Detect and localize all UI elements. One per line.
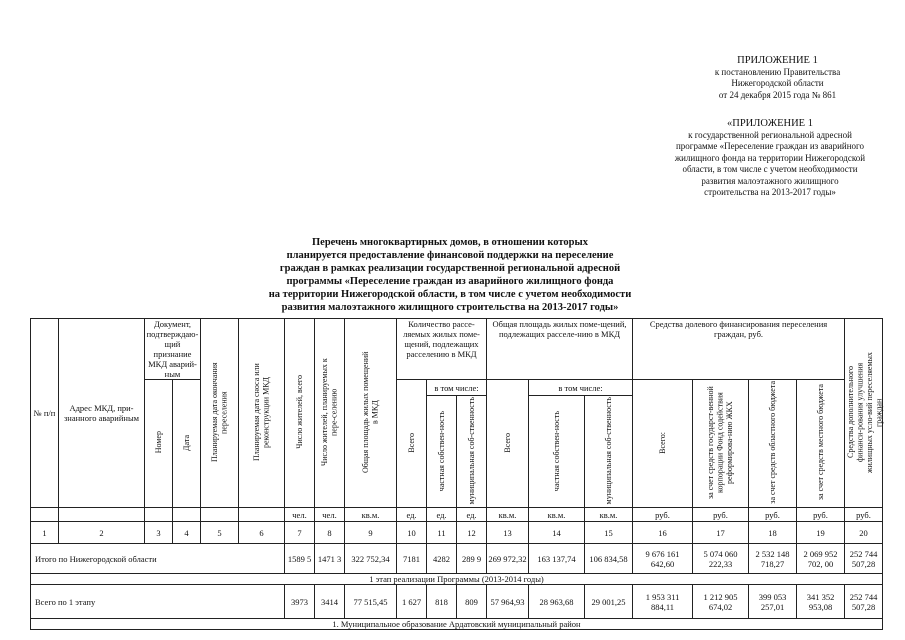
hdr-fund-extra: Средства дополнительного финанси-рования улучшения жилищных усло-вий переселяемых граждан: [845, 319, 883, 508]
stage-c12: 809: [457, 585, 487, 619]
municipality-header: 1. Муниципальное образование Ардатовский муниципальный район: [31, 619, 883, 630]
total-c15: 106 834,58: [585, 544, 633, 574]
total-c9: 322 752,34: [345, 544, 397, 574]
hdr-document: Документ, подтверждаю-щий признание МКД аварий-ным: [145, 319, 201, 380]
approval-line-1: ПРИЛОЖЕНИЕ 1: [737, 55, 818, 66]
total-c13: 269 972,32: [487, 544, 529, 574]
colnum-cell: 14: [529, 522, 585, 544]
total-c12: 289 9: [457, 544, 487, 574]
hdr-rooms-incl: в том числе:: [427, 380, 487, 396]
colnum-cell: 9: [345, 522, 397, 544]
colnum-cell: 12: [457, 522, 487, 544]
hdr-resettle-date: Планируемая дата окончания переселения: [201, 319, 239, 508]
houses-table: [30, 318, 883, 630]
approval-line-2: к постановлению Правительства: [714, 66, 841, 77]
unit-cell: ед.: [397, 508, 427, 522]
colnum-cell: 6: [239, 522, 285, 544]
hdr-doc-date: Дата: [173, 380, 201, 508]
title-line-2: планируется предоставление финансовой поддержки на переселение: [286, 250, 614, 261]
stage-c9: 77 515,45: [345, 585, 397, 619]
colnum-cell: 11: [427, 522, 457, 544]
hdr-fund-local: за счет средств местного бюджета: [797, 380, 845, 508]
approval-line-4: от 24 декабря 2015 года № 861: [718, 89, 837, 100]
stage-c19: 341 352 953,08: [797, 585, 845, 619]
hdr-rooms-private: частная собствен-ность: [427, 396, 457, 508]
total-c18: 2 532 148 718,27: [749, 544, 797, 574]
total-c7: 1589 5: [285, 544, 315, 574]
hdr-rooms-all: Всего: [397, 380, 427, 508]
hdr-fund-corp: за счет средств государст-венной корпорации Фонд содействия реформирова-нию ЖКХ: [693, 380, 749, 508]
unit-cell: руб.: [797, 508, 845, 522]
stage-c11: 818: [427, 585, 457, 619]
colnum-cell: 1: [31, 522, 59, 544]
annex-block: [655, 118, 885, 199]
hdr-fund-regional: за счет средств областного бюджета: [749, 380, 797, 508]
total-c17: 5 074 060 222,33: [693, 544, 749, 574]
colnum-cell: 18: [749, 522, 797, 544]
hdr-residents-planned: Число жителей, планируемых к пере-селению: [315, 319, 345, 508]
approval-block: [695, 55, 860, 101]
unit-cell: руб.: [693, 508, 749, 522]
stage-row: [31, 585, 883, 619]
title-line-5: на территории Нижегородской области, в том числе с учетом необходимости: [268, 289, 632, 300]
colnum-cell: 17: [693, 522, 749, 544]
colnum-cell: 13: [487, 522, 529, 544]
stage-c7: 3973: [285, 585, 315, 619]
stage-c15: 29 001,25: [585, 585, 633, 619]
unit-cell: чел.: [315, 508, 345, 522]
annex-line-5: области, в том числе с учетом необходимости: [682, 164, 858, 174]
hdr-doc-number: Номер: [145, 380, 173, 508]
unit-cell: кв.м.: [487, 508, 529, 522]
stage-header: 1 этап реализации Программы (2013-2014 годы): [31, 574, 883, 585]
hdr-rooms-group: Количество рассе-ляемых жилых поме-щений, подлежащих расселению в МКД: [397, 319, 487, 380]
annex-line-6: развития малоэтажного жилищного: [701, 175, 839, 186]
stage-c20: 252 744 507,28: [845, 585, 883, 619]
unit-cell: чел.: [285, 508, 315, 522]
total-c19: 2 069 952 702, 00: [797, 544, 845, 574]
total-c14: 163 137,74: [529, 544, 585, 574]
hdr-fund-all: Всего:: [633, 380, 693, 508]
colnum-cell: 7: [285, 522, 315, 544]
total-c8: 1471 3: [315, 544, 345, 574]
hdr-residents-total: Число жителей, всего: [285, 319, 315, 508]
annex-line-4: жилищного фонда на территории Нижегородской: [674, 152, 866, 163]
colnum-cell: 20: [845, 522, 883, 544]
annex-line-2: к государственной региональной адресной: [688, 129, 852, 140]
title-line-3: граждан в рамках реализации государственной региональной адресной: [279, 263, 621, 274]
hdr-area-municipal: муниципальная соб-ственность: [585, 396, 633, 508]
stage-c16: 1 953 311 884,11: [633, 585, 693, 619]
colnum-cell: 16: [633, 522, 693, 544]
total-c10: 7181: [397, 544, 427, 574]
colnum-cell: 19: [797, 522, 845, 544]
hdr-area-private: частная собствен-ность: [529, 396, 585, 508]
total-c16: 9 676 161 642,60: [633, 544, 693, 574]
colnum-cell: 2: [59, 522, 145, 544]
title-line-4: программы «Переселение граждан из аварийного жилищного фонда: [286, 276, 614, 287]
title-line-6: развития малоэтажного жилищного строительства на 2013-2017 годы»: [281, 302, 619, 313]
unit-cell: руб.: [749, 508, 797, 522]
unit-cell: ед.: [427, 508, 457, 522]
hdr-area-incl: в том числе:: [529, 380, 633, 396]
total-c20: 252 744 507,28: [845, 544, 883, 574]
colnum-cell: 3: [145, 522, 173, 544]
total-row: [31, 544, 883, 574]
colnum-cell: 5: [201, 522, 239, 544]
hdr-area-total: Общая площадь жилых помещений в МКД: [345, 319, 397, 508]
stage-c10: 1 627: [397, 585, 427, 619]
stage-label: Всего по 1 этапу: [31, 585, 285, 619]
stage-c17: 1 212 905 674,02: [693, 585, 749, 619]
hdr-demolish-date: Планируемая дата сноса или реконструкции МКД: [239, 319, 285, 508]
stage-c14: 28 963,68: [529, 585, 585, 619]
title-line-1: Перечень многоквартирных домов, в отношении которых: [312, 237, 588, 248]
total-c11: 4282: [427, 544, 457, 574]
stage-c18: 399 053 257,01: [749, 585, 797, 619]
colnum-cell: 4: [173, 522, 201, 544]
unit-cell: руб.: [845, 508, 883, 522]
unit-cell: кв.м.: [345, 508, 397, 522]
document-title: [240, 236, 660, 314]
hdr-address: Адрес МКД, при-знанного аварийным: [59, 319, 145, 508]
annex-line-3: программе «Переселение граждан из аварийного: [675, 141, 864, 151]
colnum-cell: 15: [585, 522, 633, 544]
unit-cell: кв.м.: [529, 508, 585, 522]
annex-line-1: «ПРИЛОЖЕНИЕ 1: [727, 118, 813, 129]
approval-line-3: Нижегородской области: [731, 78, 824, 88]
total-label: Итого по Нижегородской области: [31, 544, 285, 574]
hdr-funding-group: Средства долевого финансирования переселения граждан, руб.: [633, 319, 845, 380]
stage-c13: 57 964,93: [487, 585, 529, 619]
unit-cell: кв.м.: [585, 508, 633, 522]
unit-cell: ед.: [457, 508, 487, 522]
stage-c8: 3414: [315, 585, 345, 619]
hdr-rooms-municipal: муниципальная соб-ственность: [457, 396, 487, 508]
colnum-cell: 8: [315, 522, 345, 544]
hdr-num: № п/п: [31, 319, 59, 508]
unit-cell: руб.: [633, 508, 693, 522]
hdr-area-all: Всего: [487, 380, 529, 508]
annex-line-7: строительства на 2013-2017 годы»: [704, 187, 836, 197]
hdr-area-group: Общая площадь жилых поме-щений, подлежащих расселе-нию в МКД: [487, 319, 633, 380]
colnum-cell: 10: [397, 522, 427, 544]
